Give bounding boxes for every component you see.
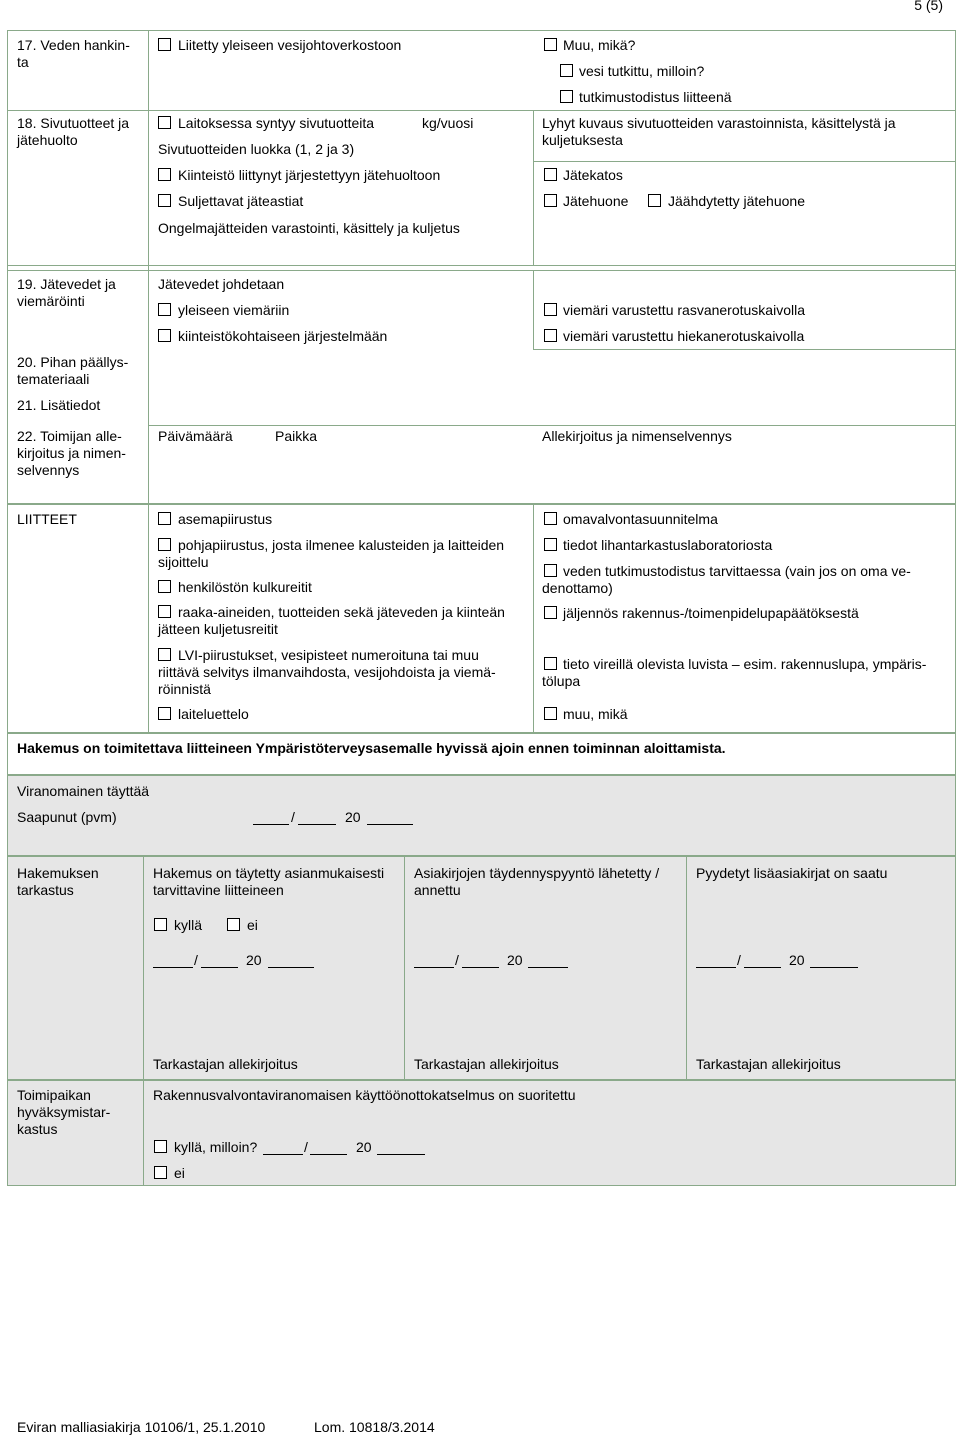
- section-18-label: 18. Sivutuotteet ja jätehuolto: [17, 115, 130, 148]
- review3-slash: /: [737, 952, 741, 968]
- review-complete-label: Hakemus on täytetty asianmukaisesti tarvittavine liitteineen: [153, 865, 385, 898]
- label-other-attachment: muu, mikä: [563, 706, 628, 722]
- label-permit-copy: jäljennös rakennus-/toimenpidelupapäätöksestä: [563, 605, 859, 621]
- review2-month-field[interactable]: [462, 967, 499, 968]
- label-sand-trap: viemäri varustettu hiekanerotuskaivolla: [563, 328, 805, 344]
- label-grease-trap: viemäri varustettu rasvanerotuskaivolla: [563, 302, 805, 318]
- checkbox-other-source[interactable]: [544, 38, 557, 51]
- authority-box: [7, 775, 956, 856]
- label-other-source: Muu, mikä?: [563, 37, 636, 53]
- approval-label: Toimipaikan hyväksymistar- kastus: [17, 1087, 111, 1137]
- checkbox-property-system[interactable]: [158, 329, 171, 342]
- label-date: Päivämäärä: [158, 428, 233, 444]
- label-self-monitoring: omavalvontasuunnitelma: [563, 511, 718, 527]
- section-22-label: 22. Toimijan alle- kirjoitus ja nimen- selvennys: [17, 428, 126, 478]
- label-approval-no: ei: [174, 1165, 185, 1181]
- review1-year-prefix: 20: [246, 952, 262, 968]
- footer-form-id: Eviran malliasiakirja 10106/1, 25.1.2010: [17, 1419, 266, 1435]
- review3-year-field[interactable]: [810, 967, 858, 968]
- review-received-label: Pyydetyt lisäasiakirjat on saatu: [696, 865, 888, 881]
- received-year-field[interactable]: [367, 824, 413, 825]
- label-waste-room: Jätehuone: [563, 193, 629, 209]
- label-hvac-drawings: LVI-piirustukset, vesipisteet numeroituna tai muu riittävä selvitys ilmanvaihdosta, vesijohdoista ja viemä- röinnistä: [158, 647, 496, 697]
- label-review-yes: kyllä: [174, 917, 203, 933]
- received-day-field[interactable]: [253, 824, 289, 825]
- label-site-plan: asemapiirustus: [178, 511, 273, 527]
- label-lab-info: tiedot lihantarkastuslaboratoriosta: [563, 537, 773, 553]
- review2-year-field[interactable]: [528, 967, 568, 968]
- label-property-system: kiinteistökohtaiseen järjestelmään: [178, 328, 388, 344]
- checkbox-water-tested[interactable]: [560, 64, 573, 77]
- checkbox-staff-routes[interactable]: [158, 580, 171, 593]
- checkbox-byproducts[interactable]: [158, 116, 171, 129]
- attachments-label: LIITTEET: [17, 511, 77, 527]
- label-water-tested: vesi tutkittu, milloin?: [579, 63, 705, 79]
- approval-month-field[interactable]: [310, 1154, 347, 1155]
- approval-statement: Rakennusvalvontaviranomaisen käyttöönottokatselmus on suoritettu: [153, 1087, 576, 1103]
- checkbox-property-waste[interactable]: [158, 168, 171, 181]
- checkbox-sand-trap[interactable]: [544, 329, 557, 342]
- review1-slash: /: [194, 952, 198, 968]
- checkbox-approval-no[interactable]: [154, 1166, 167, 1179]
- submission-notice: Hakemus on toimitettava liitteineen Ympäristöterveysasemalle hyvissä ajoin ennen toiminnan aloittamista.: [17, 740, 726, 756]
- checkbox-review-no[interactable]: [227, 918, 240, 931]
- review3-year-prefix: 20: [789, 952, 805, 968]
- checkbox-closed-bins[interactable]: [158, 194, 171, 207]
- review2-slash: /: [455, 952, 459, 968]
- label-signature: Allekirjoitus ja nimenselvennys: [542, 428, 732, 444]
- label-byproduct-classes: Sivutuotteiden luokka (1, 2 ja 3): [158, 141, 355, 157]
- checkbox-equipment-list[interactable]: [158, 707, 171, 720]
- label-equipment-list: laiteluettelo: [178, 706, 249, 722]
- inspector-signature-1: Tarkastajan allekirjoitus: [153, 1056, 298, 1072]
- section-19-label: 19. Jätevedet ja viemäröinti: [17, 276, 116, 309]
- label-water-certificate: veden tutkimustodistus tarvittaessa (vain jos on oma ve- denottamo): [542, 563, 911, 596]
- checkbox-public-sewer[interactable]: [158, 303, 171, 316]
- label-divider: [148, 30, 149, 504]
- review2-day-field[interactable]: [414, 967, 454, 968]
- checkbox-waste-canopy[interactable]: [544, 168, 557, 181]
- checkbox-grease-trap[interactable]: [544, 303, 557, 316]
- label-staff-routes: henkilöstön kulkureitit: [178, 579, 312, 595]
- approval-year-field[interactable]: [377, 1154, 425, 1155]
- review-supplement-label: Asiakirjojen täydennyspyyntö lähetetty / annettu: [414, 865, 660, 898]
- inspector-signature-2: Tarkastajan allekirjoitus: [414, 1056, 559, 1072]
- checkbox-permit-copy[interactable]: [544, 606, 557, 619]
- label-storage-description: Lyhyt kuvaus sivutuotteiden varastoinnista, käsittelystä ja kuljetuksesta: [542, 115, 896, 148]
- received-month-field[interactable]: [298, 824, 336, 825]
- label-review-no: ei: [247, 917, 258, 933]
- section-17-label: 17. Veden hankin- ta: [17, 37, 130, 70]
- review1-day-field[interactable]: [153, 967, 193, 968]
- label-transport-routes: raaka-aineiden, tuotteiden sekä jäteveden ja kiinteän jätteen kuljetusreitit: [158, 604, 505, 637]
- review3-month-field[interactable]: [744, 967, 781, 968]
- label-place: Paikka: [275, 428, 318, 444]
- form-table: [7, 30, 956, 504]
- section-20-label: 20. Pihan päällys- temateriaali: [17, 354, 129, 387]
- checkbox-approval-yes[interactable]: [154, 1140, 167, 1153]
- review1-year-field[interactable]: [268, 967, 314, 968]
- label-cooled-waste-room: Jäähdytetty jätehuone: [668, 193, 805, 209]
- checkbox-report-attached[interactable]: [560, 90, 573, 103]
- inspector-signature-3: Tarkastajan allekirjoitus: [696, 1056, 841, 1072]
- received-slash: /: [291, 809, 295, 825]
- review-label: Hakemuksen tarkastus: [17, 865, 99, 898]
- checkbox-site-plan[interactable]: [158, 512, 171, 525]
- page-number: 5 (5): [914, 0, 943, 13]
- section-21-label: 21. Lisätiedot: [17, 397, 101, 413]
- label-received-date: Saapunut (pvm): [17, 809, 117, 825]
- checkbox-lab-info[interactable]: [544, 538, 557, 551]
- checkbox-other-attachment[interactable]: [544, 707, 557, 720]
- label-connected: Liitetty yleiseen vesijohtoverkostoon: [178, 37, 402, 53]
- authority-title: Viranomainen täyttää: [17, 783, 150, 799]
- label-report-attached: tutkimustodistus liitteenä: [579, 89, 732, 105]
- approval-day-field[interactable]: [263, 1154, 303, 1155]
- label-floor-plan: pohjapiirustus, josta ilmenee kalusteiden ja laitteiden sijoittelu: [158, 537, 505, 570]
- label-pending-permits: tieto vireillä olevista luvista – esim. rakennuslupa, ympäris- tölupa: [542, 656, 927, 689]
- checkbox-cooled-waste-room[interactable]: [648, 194, 661, 207]
- footer-reference: Lom. 10818/3.2014: [314, 1419, 435, 1435]
- review1-month-field[interactable]: [201, 967, 238, 968]
- label-unit-kg-year: kg/vuosi: [422, 115, 474, 131]
- approval-year-prefix: 20: [356, 1139, 372, 1155]
- label-closed-bins: Suljettavat jäteastiat: [178, 193, 304, 209]
- checkbox-self-monitoring[interactable]: [544, 512, 557, 525]
- received-year-prefix: 20: [345, 809, 361, 825]
- label-hazardous-waste: Ongelmajätteiden varastointi, käsittely ja kuljetus: [158, 220, 460, 236]
- checkbox-review-yes[interactable]: [154, 918, 167, 931]
- label-property-waste: Kiinteistö liittynyt järjestettyyn jätehuoltoon: [178, 167, 441, 183]
- label-wastewater-lead: Jätevedet johdetaan: [158, 276, 285, 292]
- label-public-sewer: yleiseen viemäriin: [178, 302, 290, 318]
- label-byproducts: Laitoksessa syntyy sivutuotteita: [178, 115, 375, 131]
- label-waste-canopy: Jätekatos: [563, 167, 623, 183]
- review2-year-prefix: 20: [507, 952, 523, 968]
- review3-day-field[interactable]: [696, 967, 736, 968]
- approval-slash: /: [304, 1139, 308, 1155]
- label-approval-yes: kyllä, milloin?: [174, 1139, 258, 1155]
- checkbox-connected[interactable]: [158, 38, 171, 51]
- checkbox-waste-room[interactable]: [544, 194, 557, 207]
